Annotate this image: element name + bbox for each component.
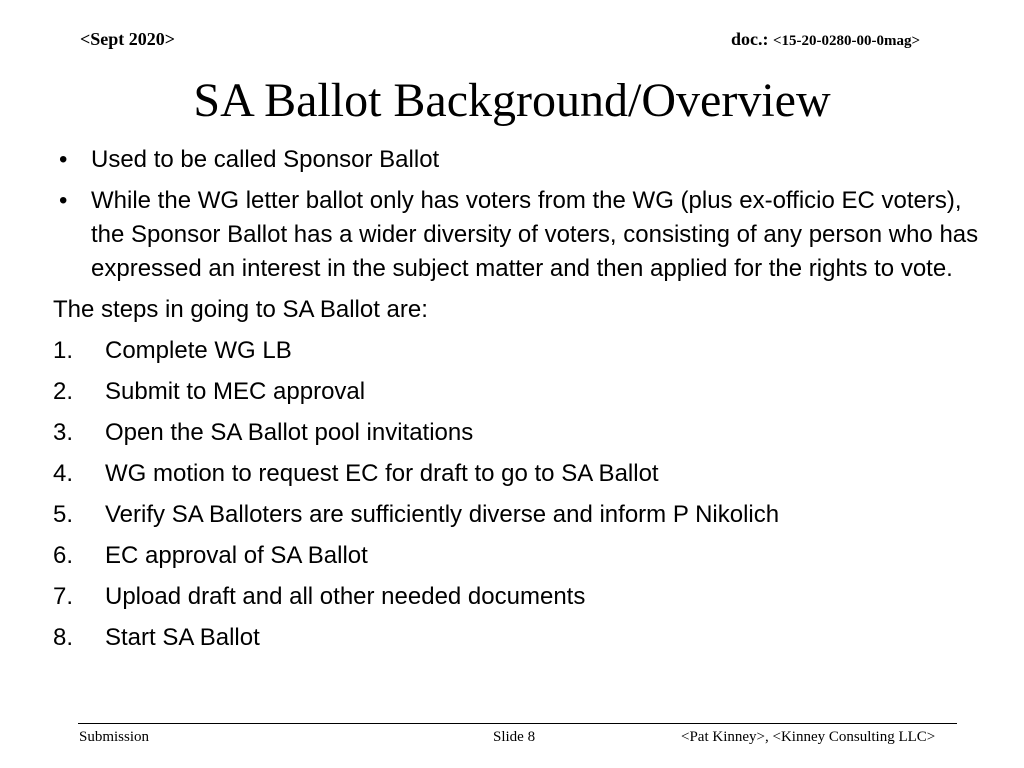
step-number: 7. [53,583,74,610]
doc-number: <15-20-0280-00-0mag> [773,33,921,49]
doc-label: doc.: [731,29,773,49]
step-number: 2. [53,378,74,405]
step-text: EC approval of SA Ballot [105,542,368,569]
slide-title: SA Ballot Background/Overview [193,74,831,127]
header-doc-id [731,28,920,52]
footer-submission: Submission [79,729,150,745]
step-number: 4. [53,460,74,487]
step-number: 8. [53,624,74,651]
bullet-icon: • [59,146,68,173]
step-item [53,539,983,573]
bullet-text: Used to be called Sponsor Ballot [91,146,440,173]
bullet-item [53,143,983,177]
bullet-icon: • [59,187,68,214]
step-number: 6. [53,542,74,569]
bullet-item [53,184,983,286]
steps-intro: The steps in going to SA Ballot are: [53,296,428,323]
header-date: <Sept 2020> [80,29,176,49]
step-text: Open the SA Ballot pool invitations [105,419,474,446]
step-item [53,416,983,450]
step-text: Upload draft and all other needed documents [105,583,586,610]
footer-divider [78,723,957,724]
step-number: 3. [53,419,74,446]
bullet-text: While the WG letter ballot only has voters from the WG (plus ex-officio EC voters), the Sponsor Ballot has a wider diversity of voters, consisting of any person who has expressed an interest in the subject matter and then applied for the rights to vote. [91,187,979,282]
footer-author: <Pat Kinney>, <Kinney Consulting LLC> [681,729,936,745]
step-text: Verify SA Balloters are sufficiently diverse and inform P Nikolich [105,501,780,528]
step-item [53,498,983,532]
step-item [53,580,983,614]
step-text: WG motion to request EC for draft to go to SA Ballot [105,460,659,487]
step-number: 1. [53,337,74,364]
step-item [53,375,983,409]
footer-slide-number: Slide 8 [493,729,536,745]
step-text: Start SA Ballot [105,624,260,651]
step-item [53,457,983,491]
step-text: Complete WG LB [105,337,292,364]
step-text: Submit to MEC approval [105,378,366,405]
slide-body [53,143,983,662]
step-number: 5. [53,501,74,528]
step-item [53,334,983,368]
step-item [53,621,983,655]
